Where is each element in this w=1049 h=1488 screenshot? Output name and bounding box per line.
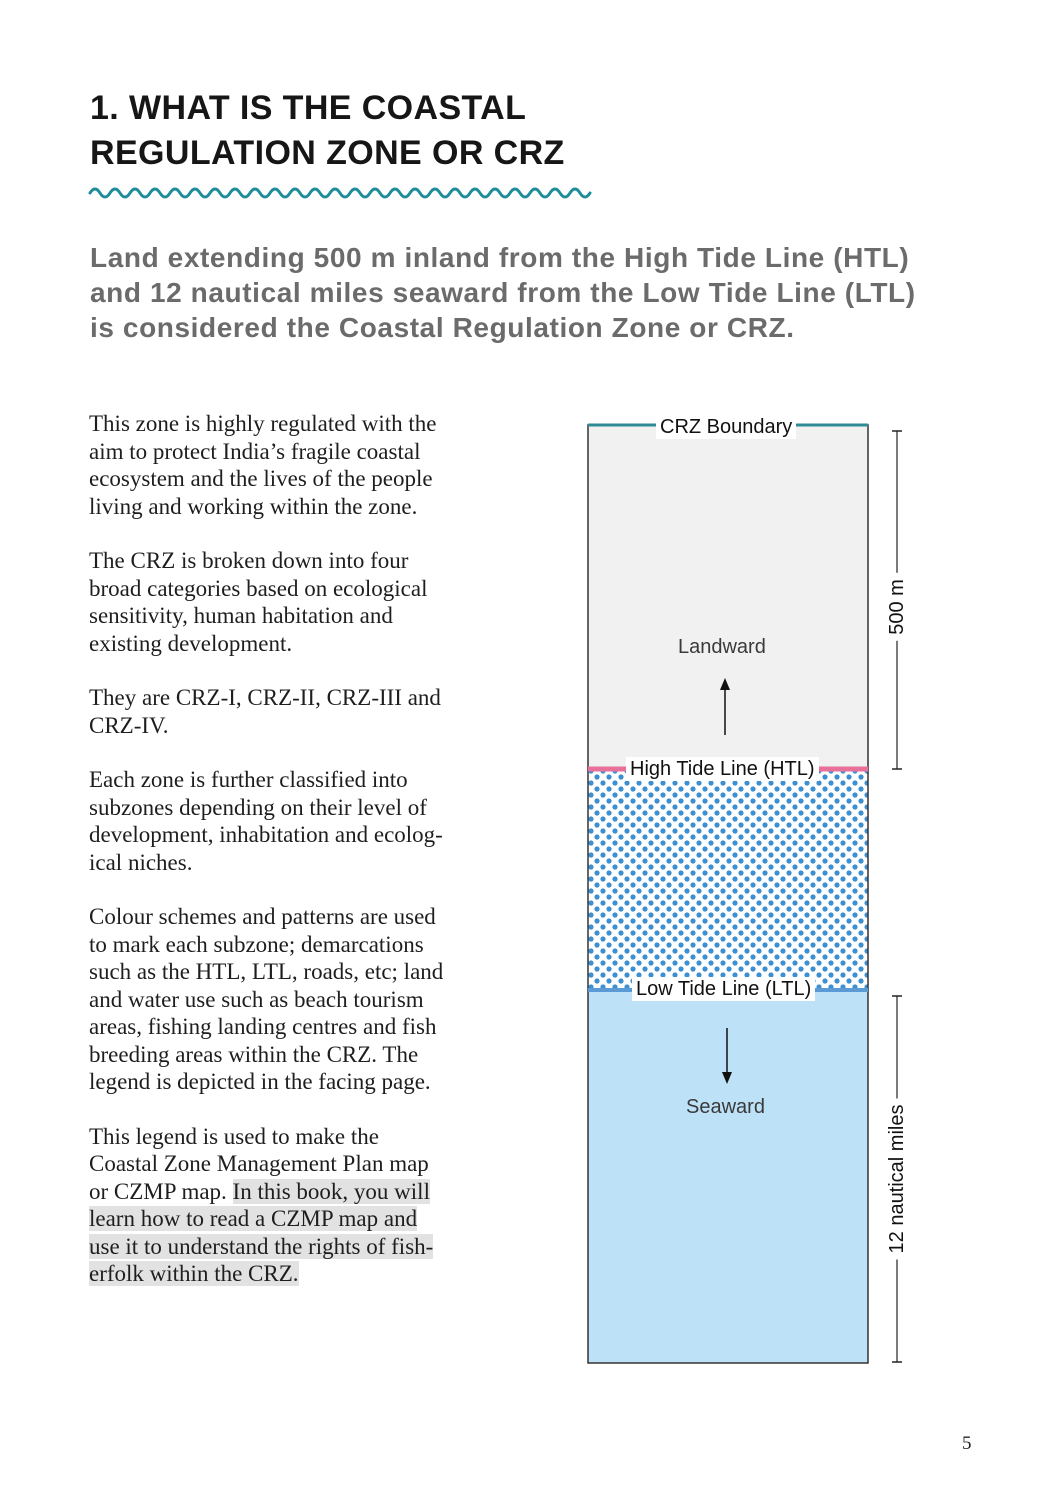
- landward-zone: [588, 425, 868, 769]
- text-line: ecosystem and the lives of the people: [89, 466, 433, 491]
- text-line: CRZ-IV.: [89, 712, 169, 738]
- text-line: to mark each subzone; demarcations: [89, 931, 424, 957]
- text-line: existing development.: [89, 630, 293, 656]
- text-line: This zone is highly regulated with the: [89, 411, 437, 436]
- heading-line-1: 1. WHAT IS THE COASTAL: [90, 89, 527, 127]
- text-line: such as the HTL, LTL, roads, etc; land: [89, 959, 444, 984]
- lead-line-3: is considered the Coastal Regulation Zone or CRZ.: [90, 312, 795, 343]
- heading-line-2: REGULATION ZONE OR CRZ: [90, 134, 565, 172]
- ltl-label: Low Tide Line (LTL): [632, 977, 815, 1001]
- htl-label: High Tide Line (HTL): [626, 757, 819, 781]
- landward-label: Landward: [678, 636, 766, 658]
- text-line: living and working within the zone.: [89, 493, 418, 519]
- text-line: aim to protect India’s fragile coastal: [89, 438, 421, 464]
- text-line: and water use such as beach tourism: [89, 986, 424, 1012]
- highlighted-text: use it to understand the rights of fish-: [89, 1233, 434, 1259]
- dim-12nm-label: 12 nautical miles: [885, 1099, 909, 1260]
- text-line: subzones depending on their level of: [89, 794, 427, 820]
- text-segment: or CZMP map.: [89, 1178, 227, 1204]
- text-line: They are CRZ-I, CRZ-II, CRZ-III and: [89, 685, 441, 710]
- page-number: 5: [962, 1433, 972, 1454]
- text-line: ical niches.: [89, 849, 193, 875]
- text-segment: Coastal Zone Management Plan map: [89, 1151, 429, 1176]
- text-line: sensitivity, human habitation and: [89, 603, 393, 628]
- highlighted-text: In this book, you will: [232, 1178, 430, 1204]
- text-line: legend is depicted in the facing page.: [89, 1069, 431, 1094]
- intertidal-dot-pattern: [588, 769, 868, 990]
- crz-boundary-label: CRZ Boundary: [656, 415, 796, 439]
- text-line: areas, fishing landing centres and fish: [89, 1014, 437, 1039]
- seaward-zone: [588, 990, 868, 1363]
- highlighted-text: learn how to read a CZMP map and: [89, 1206, 418, 1231]
- lead-line-1: Land extending 500 m inland from the High Tide Line (HTL): [90, 242, 910, 273]
- text-line: Colour schemes and patterns are used: [89, 904, 436, 929]
- text-line: This legend is used to make the: [89, 1123, 379, 1149]
- dim-500m-label: 500 m: [885, 573, 909, 641]
- seaward-label: Seaward: [686, 1096, 765, 1118]
- lead-line-2: and 12 nautical miles seaward from the Low Tide Line (LTL): [90, 277, 916, 308]
- text-line: development, inhabitation and ecolog-: [89, 822, 443, 847]
- highlighted-text: erfolk within the CRZ.: [89, 1261, 299, 1286]
- text-line: Each zone is further classified into: [89, 767, 408, 792]
- text-line: The CRZ is broken down into four: [89, 548, 409, 573]
- text-line: breeding areas within the CRZ. The: [89, 1041, 419, 1067]
- text-line: broad categories based on ecological: [89, 575, 428, 601]
